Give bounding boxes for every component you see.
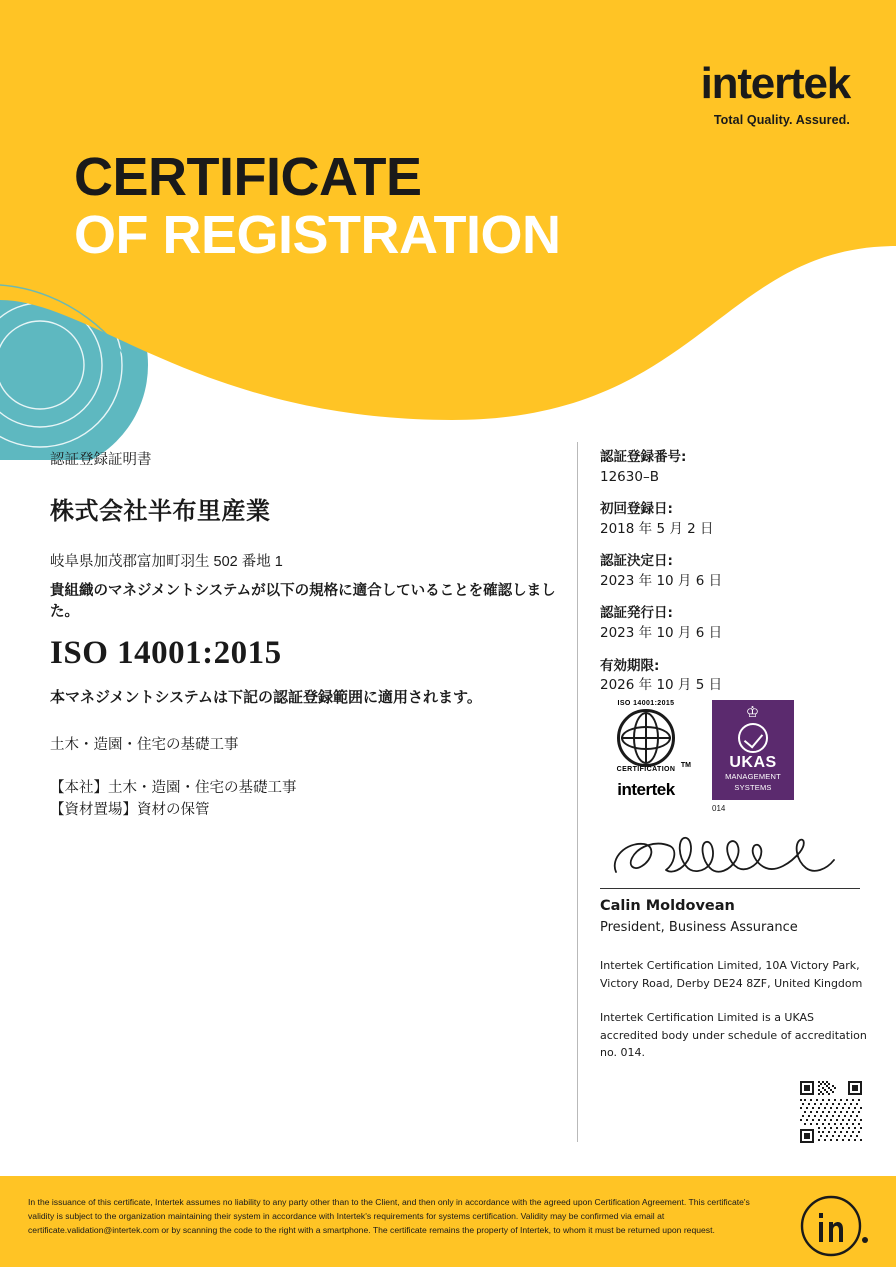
meta-value: 2023 年 10 月 6 日 (600, 624, 723, 641)
meta-item (600, 657, 870, 696)
intertek-logo (700, 59, 850, 127)
brand-name: intertek (700, 59, 850, 108)
meta-item (600, 448, 870, 487)
column-divider (577, 442, 578, 1142)
company-name: 株式会社半布里産業 (50, 498, 271, 525)
qr-code[interactable] (800, 1081, 862, 1143)
scope-lead-text: 本マネジメントシステムは下記の認証登録範囲に適用されます。 (50, 689, 482, 706)
scope-detail (50, 778, 560, 822)
signature-image (604, 830, 854, 886)
page-title (74, 148, 561, 265)
title-line-1: CERTIFICATE (74, 147, 422, 207)
standard-name: ISO 14001:2015 (50, 635, 282, 671)
meta-item (600, 552, 870, 591)
mark-standard-text: ISO 14001:2015 (617, 700, 675, 707)
intertek-circle-logo (798, 1190, 870, 1262)
ukas-mark (712, 700, 794, 800)
certificate-metadata (600, 448, 870, 709)
issuer-address: Intertek Certification Limited, 10A Victory Park, Victory Road, Derby DE24 8ZF, United Kingdom (600, 959, 863, 990)
mark-brand-word: intertek (617, 780, 675, 799)
title-line-2: OF REGISTRATION (74, 205, 561, 266)
certificate-header (0, 0, 896, 460)
meta-label: 認証決定日: (600, 553, 673, 570)
intertek-certification-mark (600, 700, 692, 799)
meta-label: 有効期限: (600, 657, 660, 674)
certificate-body (0, 430, 896, 1170)
signatory-role: President, Business Assurance (600, 920, 798, 935)
ukas-number: 014 (712, 804, 726, 813)
meta-label: 認証登録番号: (600, 449, 687, 465)
meta-label: 初回登録日: (600, 501, 673, 518)
meta-value: 2023 年 10 月 6 日 (600, 572, 723, 589)
signature-rule (600, 888, 860, 889)
brand-tagline: Total Quality. Assured. (713, 113, 850, 127)
scope-detail-line-1: 【本社】土木・造園・住宅の基礎工事 (50, 780, 297, 796)
meta-label: 認証発行日: (600, 605, 673, 622)
certificate-footer (0, 1176, 896, 1267)
meta-value: 12630–B (600, 468, 659, 485)
signatory-name: Calin Moldovean (600, 898, 735, 914)
document-label: 認証登録証明書 (50, 452, 152, 468)
meta-value: 2018 年 5 月 2 日 (600, 520, 714, 537)
meta-value: 2026 年 10 月 5 日 (600, 677, 723, 694)
mark-certification-text: CERTIFICATION (616, 766, 676, 773)
accreditation-note: Intertek Certification Limited is a UKAS accredited body under schedule of accreditation no. 014. (600, 1011, 867, 1060)
scope-detail-line-2: 【資材置場】資材の保管 (50, 801, 210, 818)
signature-block (600, 830, 870, 1079)
conformity-statement: 貴組織のマネジメントシステムが以下の規格に適合していることを確認しました。 (50, 583, 556, 620)
ukas-subtitle-1: MANAGEMENT (725, 772, 781, 781)
footer-disclaimer: In the issuance of this certificate, Intertek assumes no liability to any party other than to the Client, and then only in accordance with the agreed upon Certification Agreement. This certificate's validity is subject to the organization maintaining their system in accordance with Intertek's requirements for systems certification. Validity may be confirmed via email at certificate.validation@intertek.com or by scanning the code to the right with a smartphone. The certificate remains the property of Intertek, to whom it must be returned upon request. (28, 1197, 750, 1235)
checkmark-icon (738, 723, 768, 753)
company-address: 岐阜県加茂郡富加町羽生 502 番地 1 (50, 554, 283, 570)
ukas-title: UKAS (729, 754, 777, 771)
trademark-symbol: TM (680, 762, 691, 769)
crown-icon: ♔ (745, 704, 761, 721)
qr-code-image (800, 1081, 862, 1143)
ukas-subtitle-2: SYSTEMS (734, 782, 772, 792)
scope-summary: 土木・造園・住宅の基礎工事 (50, 737, 239, 753)
globe-icon (617, 709, 675, 767)
accreditation-marks (600, 700, 870, 815)
meta-item (600, 604, 870, 643)
meta-item (600, 500, 870, 539)
certificate-details (50, 448, 560, 822)
